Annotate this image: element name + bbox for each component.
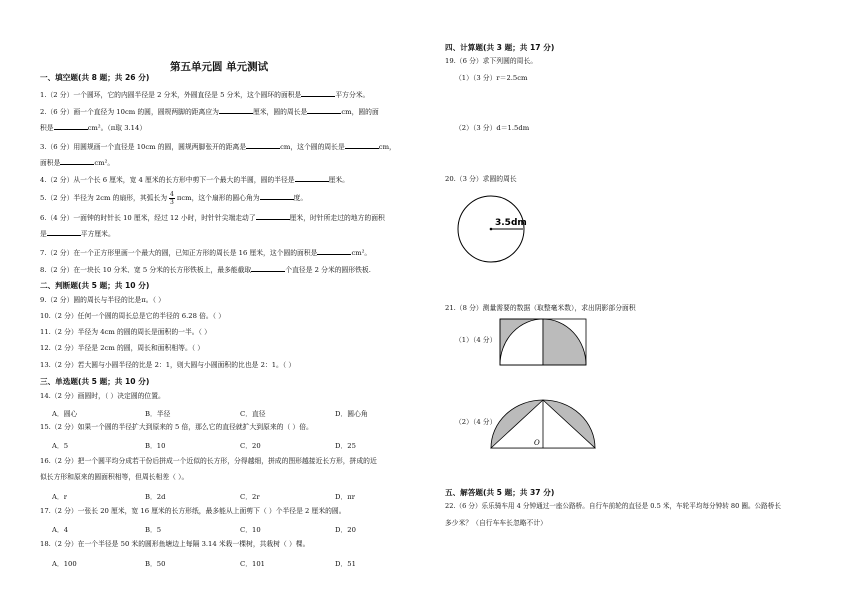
answer-blank[interactable] — [251, 264, 285, 272]
question-21-part1: （1）（4 分） — [455, 336, 497, 344]
answer-blank[interactable] — [54, 122, 88, 130]
answer-blank[interactable] — [256, 212, 290, 220]
question-13: 13.（2 分）若大圆与小圆半径的比是 2：1，则大圆与小圆面积的比也是 2：1。（ ） — [40, 361, 296, 369]
question-19-part1: （1）（3 分）r＝2.5cm — [455, 74, 528, 82]
answer-blank[interactable] — [301, 89, 335, 97]
answer-blank[interactable] — [260, 192, 294, 200]
answer-blank[interactable] — [345, 141, 379, 149]
option[interactable]: C．2r — [240, 493, 260, 501]
section-calculation: 四、计算题(共 3 题；共 17 分) — [445, 43, 555, 52]
question-6: 6.（4 分）一面钟的时针长 10 厘米，经过 12 小时，时针针尖端走动了 厘米，时针所走过的地方的面积 — [40, 214, 385, 222]
option[interactable]: A．100 — [52, 560, 77, 568]
question-11: 11.（2 分）半径为 4cm 的圆的周长是面积的一半。（ ） — [40, 328, 211, 336]
answer-blank[interactable] — [307, 106, 341, 114]
option[interactable]: B．5 — [145, 526, 162, 534]
fraction: $\frac{4}{3}$ — [170, 190, 174, 206]
answer-blank[interactable] — [219, 106, 253, 114]
semicircle-figure — [489, 398, 597, 450]
question-7: 7.（2 分）在一个正方形里画一个最大的圆，已知正方形的周长是 16 厘米，这个圆的面积是 cm²。 — [40, 249, 372, 257]
question-21-part2: （2）（4 分） — [455, 418, 497, 426]
question-18: 18.（2 分）在一个半径是 50 米的圆形鱼塘边上每隔 3.14 米栽一棵树，共栽树（ ）棵。 — [40, 540, 310, 548]
question-12: 12.（2 分）半径是 2cm 的圆，周长和面积相等。（ ） — [40, 344, 205, 352]
question-3: 3.（6 分）用圆规画一个直径是 10cm 的圆，圆规两脚张开的距离是 cm，这个圆的周长是 cm， — [40, 143, 396, 151]
question-14: 14.（2 分）画圆时，（ ）决定圆的位置。 — [40, 392, 165, 400]
question-9: 9.（2 分）圆的周长与半径的比是π。（ ） — [40, 296, 165, 304]
question-21: 21.（8 分）测量需要的数据（取整毫米数），求出阴影部分面积 — [445, 304, 636, 312]
question-19-part2: （2）（3 分）d＝1.5dm — [455, 124, 530, 132]
option[interactable]: B．半径 — [145, 410, 171, 418]
option[interactable]: B．2d — [145, 493, 166, 501]
question-15: 15.（2 分）如果一个圆的半径扩大到原来的 5 倍，那么它的直径就扩大到原来的（ ）倍。 — [40, 423, 313, 431]
option[interactable]: D．20 — [335, 526, 356, 534]
section-fill-blank: 一、填空题(共 8 题；共 26 分) — [40, 73, 150, 82]
circle-figure — [455, 193, 527, 265]
option[interactable]: A．r — [52, 493, 67, 501]
option[interactable]: C．20 — [240, 442, 261, 450]
answer-blank[interactable] — [60, 157, 94, 165]
option[interactable]: C．101 — [240, 560, 265, 568]
section-true-false: 二、判断题(共 5 题；共 10 分) — [40, 281, 150, 290]
question-17: 17.（2 分）一张长 20 厘米，宽 16 厘米的长方形纸，最多能从上面剪下（ ）个半径是 2 厘米的圆。 — [40, 507, 346, 515]
question-10: 10.（2 分）任何一个圆的周长总是它的半径的 6.28 倍。（ ） — [40, 312, 226, 320]
answer-blank[interactable] — [317, 247, 351, 255]
question-5: 5.（2 分）半径为 2cm 的扇形，其弧长为 $\frac{4}{3}$ πcm，这个扇形的圆心角为 度。 — [40, 190, 308, 206]
option[interactable]: D．51 — [335, 560, 356, 568]
option[interactable]: A．圆心 — [52, 410, 78, 418]
question-2-cont: 积是 cm²。（π取 3.14） — [40, 124, 147, 132]
question-16-cont: 似长方形和原来的圆面积相等，但周长相差（ ）。 — [40, 473, 189, 481]
option[interactable]: A．4 — [52, 526, 69, 534]
question-3-cont: 面积是 cm²。 — [40, 159, 115, 167]
section-single-choice: 三、单选题(共 5 题；共 10 分) — [40, 377, 150, 386]
option[interactable]: B．10 — [145, 442, 166, 450]
option[interactable]: A．5 — [52, 442, 69, 450]
question-22-cont: 多少米？（自行车车长忽略不计） — [445, 519, 547, 527]
answer-blank[interactable] — [295, 174, 329, 182]
question-6-cont: 是 平方厘米。 — [40, 230, 115, 238]
question-2: 2.（6 分）画一个直径为 10cm 的圆，圆规两脚的距离应为 厘米，圆的周长是 cm，圆的面 — [40, 108, 379, 116]
option[interactable]: B．50 — [145, 560, 166, 568]
option[interactable]: D．25 — [335, 442, 356, 450]
question-16: 16.（2 分）把一个圆平均分成若干份后拼成一个近似的长方形，分得越细，拼成的图形越接近长方形，拼成的近 — [40, 457, 377, 465]
answer-blank[interactable] — [246, 141, 280, 149]
question-1: 1.（2 分）一个圆环，它的内圆半径是 2 分米，外圆直径是 5 分米，这个圆环的面积是 平方分米。 — [40, 91, 370, 99]
question-20: 20.（3 分）求圆的周长 — [445, 175, 517, 183]
center-label: O — [534, 439, 540, 447]
shaded-square-figure — [499, 318, 587, 368]
option[interactable]: D．圆心角 — [335, 410, 368, 418]
option[interactable]: C．10 — [240, 526, 261, 534]
question-19: 19.（6 分）求下列圆的周长。 — [445, 57, 538, 65]
question-22: 22.（6 分）乐乐骑车用 4 分钟通过一座公路桥。自行车前轮的直径是 0.5 米，车轮平均每分钟转 80 圈。公路桥长 — [445, 502, 781, 510]
radius-label: 3.5dm — [495, 218, 527, 228]
answer-blank[interactable] — [47, 228, 81, 236]
option[interactable]: D．πr — [335, 493, 355, 501]
question-4: 4.（2 分）从一个长 6 厘米，宽 4 厘米的长方形中剪下一个最大的半圆，圆的半径是 厘米。 — [40, 176, 349, 184]
question-8: 8.（2 分）在一块长 10 分米、宽 5 分米的长方形铁板上，最多能截取 个直径是 2 分米的圆形铁板. — [40, 266, 371, 274]
section-word-problems: 五、解答题(共 5 题；共 37 分) — [445, 488, 555, 497]
option[interactable]: C．直径 — [240, 410, 266, 418]
page-title: 第五单元圆 单元测试 — [170, 61, 269, 73]
